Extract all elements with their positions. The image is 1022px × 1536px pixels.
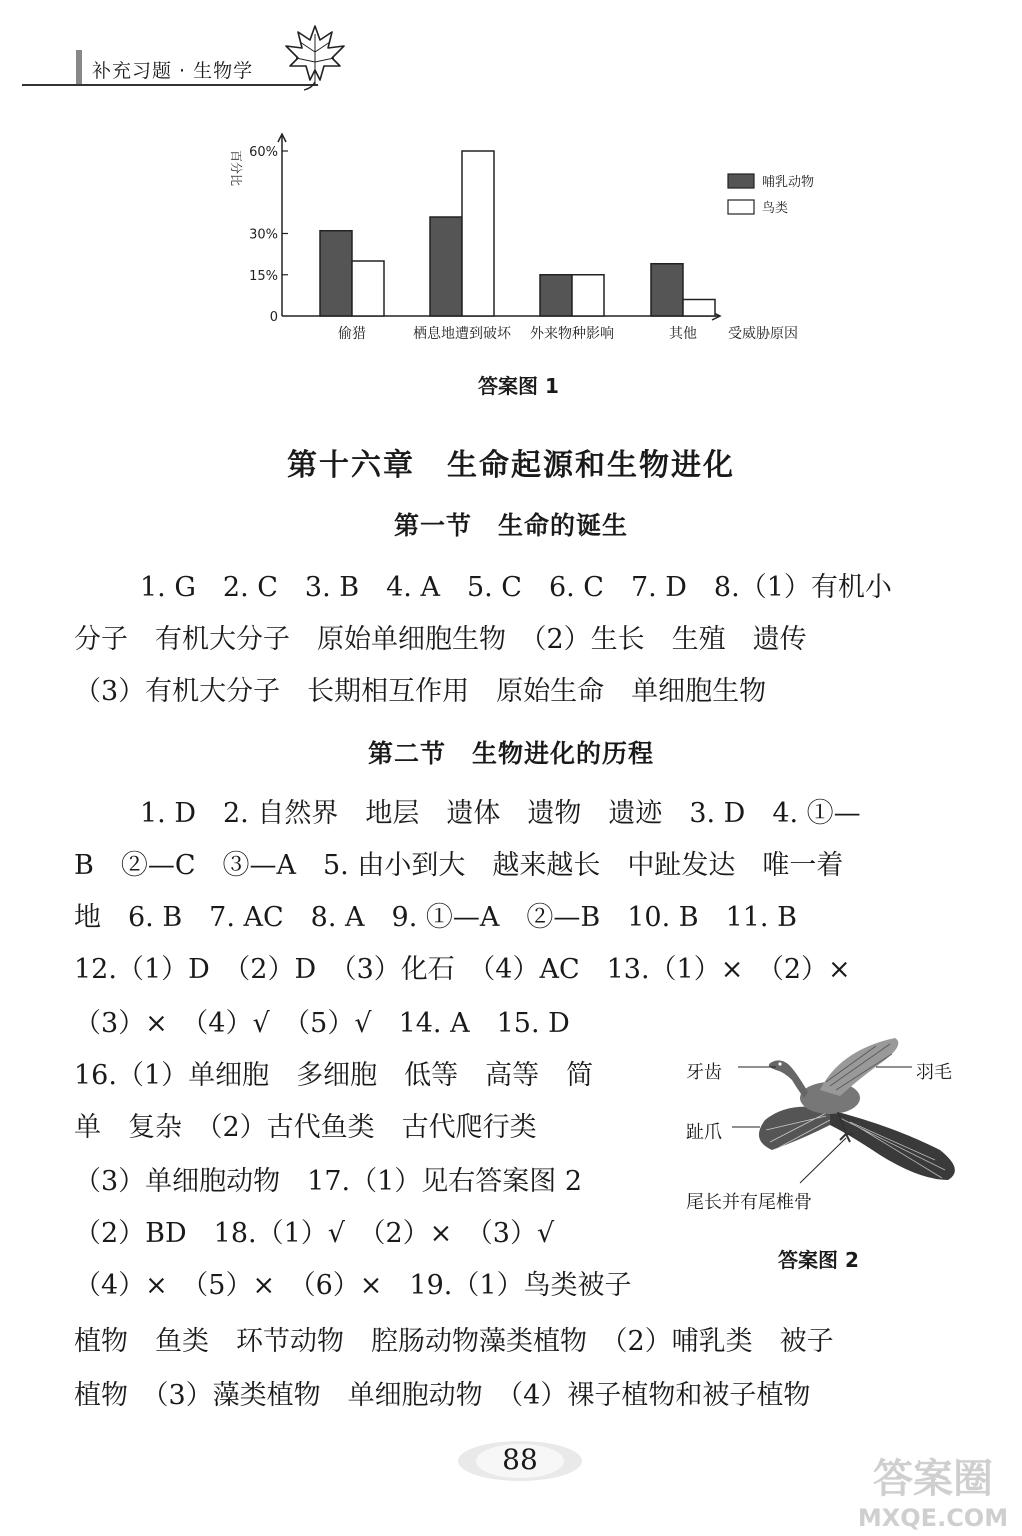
answer-line: （3）× （4）√ （5）√ 14. A 15. D [74, 1008, 570, 1039]
legend-label: 鸟类 [762, 201, 789, 216]
bar-bird [462, 151, 494, 316]
bar-mammal [320, 231, 352, 316]
x-axis-label: 受威胁原因 [728, 326, 798, 342]
answer-line: B ②—C ③—A 5. 由小到大 越来越长 中趾发达 唯一着 [74, 850, 844, 881]
answer-line: （3）有机大分子 长期相互作用 原始生命 单细胞生物 [74, 676, 767, 707]
x-tick-label: 偷猎 [338, 326, 366, 342]
header-decor-bar [76, 50, 82, 84]
maple-leaf-icon [282, 22, 348, 92]
watermark-logo-text: 答案圈 [873, 1456, 993, 1502]
answer-line: （3）单细胞动物 17.（1）见右答案图 2 [74, 1166, 583, 1197]
answer-line: （2）BD 18.（1）√ （2）× （3）√ [74, 1218, 555, 1249]
legend-swatch [728, 174, 754, 188]
figure-caption-1: 答案图 1 [478, 374, 559, 398]
x-tick-label: 其他 [669, 326, 697, 342]
bird-label-claw: 趾爪 [686, 1122, 722, 1143]
archaeopteryx-illustration [680, 1030, 980, 1205]
answer-line: 1. D 2. 自然界 地层 遗体 遗物 遗迹 3. D 4. ①— [140, 798, 861, 829]
running-header: 补充习题 · 生物学 [92, 60, 254, 82]
bar-mammal [651, 264, 683, 316]
answer-line: 单 复杂 （2）古代鱼类 古代爬行类 [74, 1112, 537, 1143]
answer-line: 分子 有机大分子 原始单细胞生物 （2）生长 生殖 遗传 [74, 624, 807, 655]
answer-line: 16.（1）单细胞 多细胞 低等 高等 简 [74, 1060, 594, 1091]
legend-label: 哺乳动物 [762, 175, 815, 190]
answer-line: 地 6. B 7. AC 8. A 9. ①—A ②—B 10. B 11. B [74, 902, 797, 933]
answer-line: 植物 （3）藻类植物 单细胞动物 （4）裸子植物和被子植物 [74, 1380, 811, 1411]
chart-legend [728, 174, 814, 216]
section-title-2: 第二节 生物进化的历程 [367, 739, 654, 768]
header-rule [22, 84, 318, 86]
y-tick-label: 15% [249, 268, 278, 284]
answer-line: （4）× （5）× （6）× 19.（1）鸟类被子 [74, 1270, 632, 1301]
chart-bars [320, 151, 715, 316]
chapter-title: 第十六章 生命起源和生物进化 [287, 448, 735, 483]
section-title-1: 第一节 生命的诞生 [393, 511, 628, 540]
y-axis-label: 百分比 [229, 150, 243, 187]
page-number: 88 [502, 1443, 538, 1476]
bird-label-feather: 羽毛 [916, 1062, 952, 1083]
bar-bird [352, 261, 384, 316]
bar-mammal [430, 217, 462, 316]
x-tick-label: 外来物种影响 [530, 326, 614, 342]
bar-mammal [540, 275, 572, 316]
page-number-badge [455, 1437, 585, 1485]
figure-caption-2: 答案图 2 [778, 1248, 859, 1272]
answer-line: 植物 鱼类 环节动物 腔肠动物藻类植物 （2）哺乳类 被子 [74, 1326, 834, 1357]
y-tick-label: 0 [269, 310, 278, 325]
watermark-url: MXQE.COM [857, 1504, 1009, 1532]
bar-bird [683, 300, 715, 317]
bird-label-tail: 尾长并有尾椎骨 [686, 1192, 812, 1213]
bird-label-teeth: 牙齿 [686, 1062, 722, 1083]
watermark-logo [844, 1446, 1022, 1536]
chart-x-ticks [338, 325, 697, 342]
threat-cause-bar-chart [220, 120, 840, 350]
bar-bird [572, 275, 604, 316]
answer-line: 1. G 2. C 3. B 4. A 5. C 6. C 7. D 8.（1）有机小 [140, 572, 892, 603]
x-tick-label: 栖息地遭到破坏 [413, 326, 511, 342]
legend-swatch [728, 200, 754, 214]
y-tick-label: 30% [249, 227, 278, 243]
y-tick-label: 60% [249, 145, 278, 160]
answer-line: 12.（1）D （2）D （3）化石 （4）AC 13.（1）× （2）× [74, 954, 851, 985]
